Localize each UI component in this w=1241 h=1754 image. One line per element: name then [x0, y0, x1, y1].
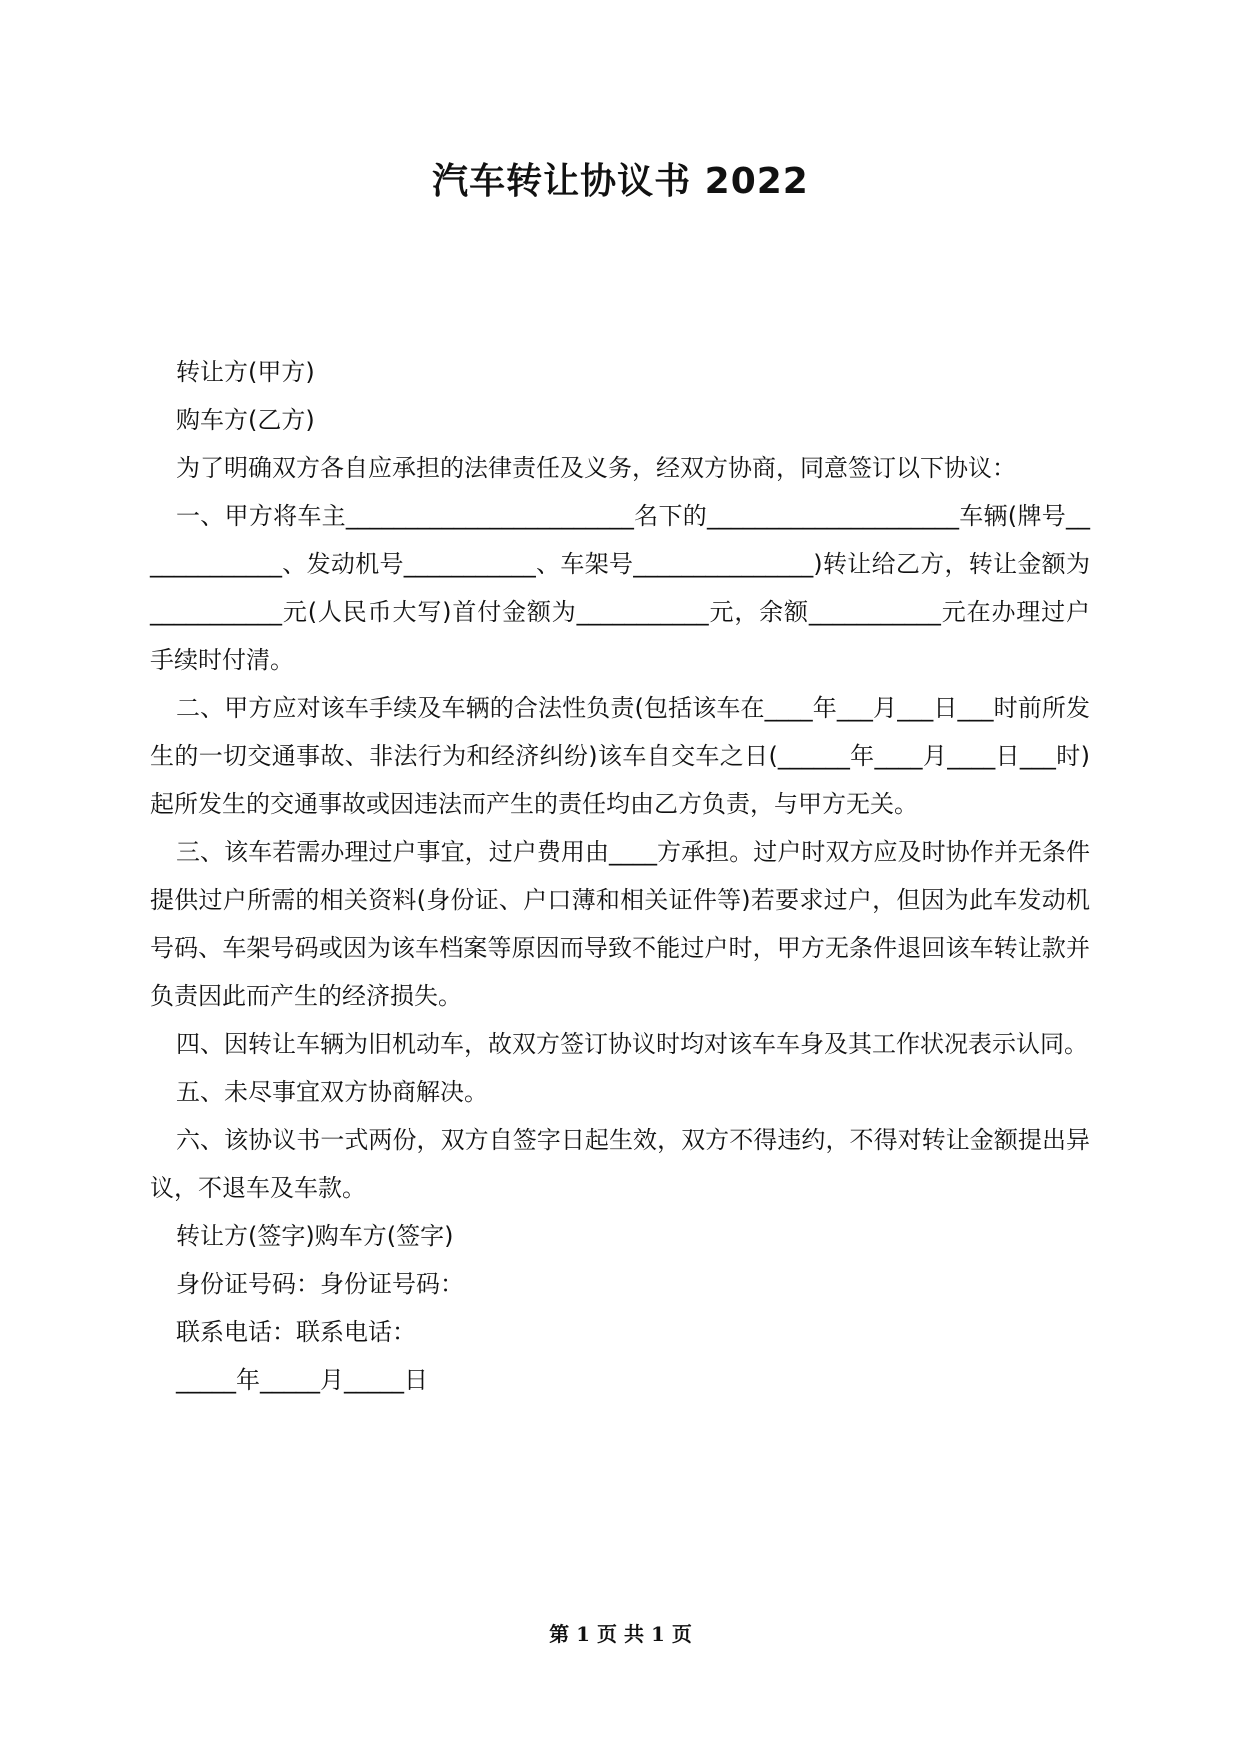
document-title: 汽车转让协议书 2022	[432, 161, 809, 202]
date-line: _____年_____月_____日	[176, 1366, 428, 1394]
clause-1: 一、甲方将车主________________________名下的_____________________车辆(牌号_____________、发动机号___________、车架号_______________)转让给乙方，转让金额为___________元(人民币大写)首付金额为___________元，余额___________元在办理过户手续时付清。	[150, 502, 1090, 674]
page-number-footer: 第 1 页 共 1 页	[549, 1622, 692, 1646]
id-number-line: 身份证号码：身份证号码：	[176, 1270, 464, 1298]
clause-5: 五、未尽事宜双方协商解决。	[176, 1078, 488, 1106]
party-a-line: 转让方(甲方)	[176, 358, 315, 386]
signature-line: 转让方(签字)购车方(签字)	[176, 1222, 454, 1250]
party-b-line: 购车方(乙方)	[176, 406, 315, 434]
clause-4: 四、因转让车辆为旧机动车，故双方签订协议时均对该车车身及其工作状况表示认同。	[176, 1030, 1088, 1058]
document-body	[150, 348, 1090, 1404]
clause-2: 二、甲方应对该车手续及车辆的合法性负责(包括该车在____年___月___日___时前所发生的一切交通事故、非法行为和经济纠纷)该车自交车之日(______年____月____日___时)起所发生的交通事故或因违法而产生的责任均由乙方负责，与甲方无关。	[150, 694, 1090, 818]
preamble-paragraph: 为了明确双方各自应承担的法律责任及义务，经双方协商，同意签订以下协议：	[176, 454, 1016, 482]
clause-6: 六、该协议书一式两份，双方自签字日起生效，双方不得违约，不得对转让金额提出异议，不退车及车款。	[150, 1126, 1090, 1202]
phone-line: 联系电话：联系电话：	[176, 1318, 416, 1346]
clause-3: 三、该车若需办理过户事宜，过户费用由____方承担。过户时双方应及时协作并无条件提供过户所需的相关资料(身份证、户口薄和相关证件等)若要求过户，但因为此车发动机号码、车架号码或因为该车档案等原因而导致不能过户时，甲方无条件退回该车转让款并负责因此而产生的经济损失。	[150, 838, 1090, 1010]
